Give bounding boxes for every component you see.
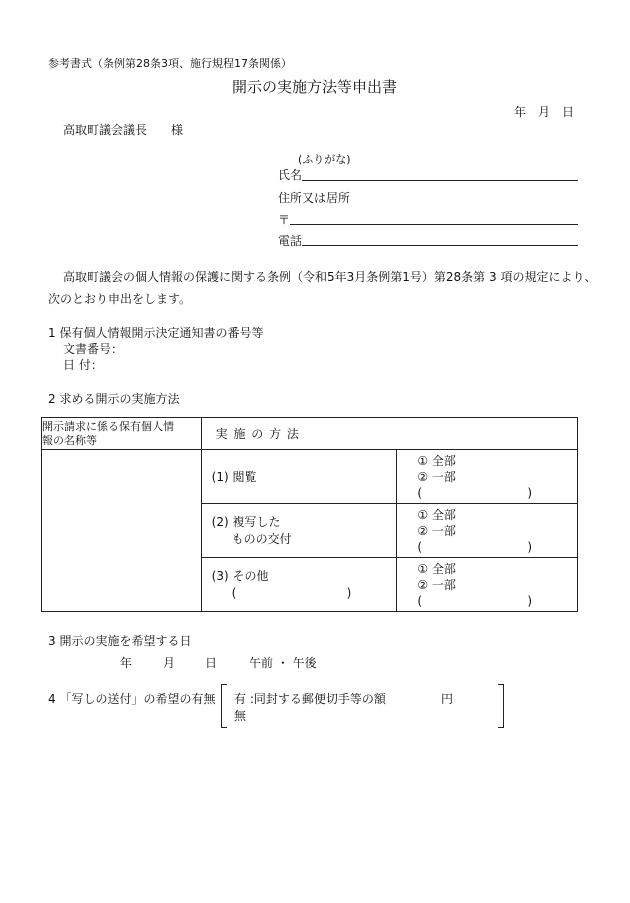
table-header-row bbox=[42, 418, 578, 450]
other-detail-field[interactable]: ( ) bbox=[231, 585, 352, 600]
section-2-heading: 2 求める開示の実施方法 bbox=[48, 392, 180, 406]
table-row bbox=[42, 450, 578, 504]
option-cell-copy bbox=[397, 504, 578, 558]
address-field-line[interactable] bbox=[290, 224, 578, 225]
submission-date: 年 月 日 bbox=[514, 105, 575, 119]
desired-day[interactable]: 日 bbox=[205, 656, 218, 670]
furigana-label: (ふりがな) bbox=[298, 153, 351, 166]
phone-label: 電話 bbox=[278, 234, 303, 248]
method-copy-delivery: (2) 複写した ものの交付 bbox=[201, 504, 397, 558]
right-bracket bbox=[498, 684, 504, 728]
info-name-header: 開示請求に係る保有個人情 報の名称等 bbox=[42, 418, 202, 450]
option-partial[interactable]: ② 一部 bbox=[417, 577, 456, 592]
name-label: 氏名 bbox=[278, 168, 303, 182]
section-4-heading: 4 「写しの送付」の希望の有無 bbox=[48, 692, 216, 706]
info-name-cell[interactable] bbox=[42, 450, 202, 612]
am-pm-choice[interactable]: 午前 ・ 午後 bbox=[249, 656, 317, 670]
reference-note: 参考書式（条例第28条3項、施行規程17条関係） bbox=[48, 57, 292, 70]
addressee: 高取町議会議長 様 bbox=[63, 123, 184, 137]
doc-number-label: 文書番号： bbox=[63, 342, 124, 356]
section-1-heading: 1 保有個人情報開示決定通知書の番号等 bbox=[48, 326, 264, 340]
option-partial[interactable]: ② 一部 bbox=[417, 523, 456, 538]
postal-mark: 〒 bbox=[278, 213, 291, 227]
phone-field-line[interactable] bbox=[302, 245, 578, 246]
desired-year[interactable]: 年 bbox=[120, 656, 133, 670]
name-field-line[interactable] bbox=[302, 180, 578, 181]
intro-line-2: 次のとおり申出をします。 bbox=[48, 292, 192, 306]
option-cell-other bbox=[397, 558, 578, 612]
address-label: 住所又は居所 bbox=[278, 191, 351, 205]
method-other: (3) その他 ( ) bbox=[201, 558, 397, 612]
yen-unit: 円 bbox=[441, 692, 454, 706]
option-partial[interactable]: ② 一部 bbox=[417, 469, 456, 484]
partial-detail-field[interactable]: ( ) bbox=[417, 593, 532, 608]
option-cell-view bbox=[397, 450, 578, 504]
option-yes[interactable]: 有 :同封する郵便切手等の額 bbox=[234, 692, 386, 706]
partial-detail-field[interactable]: ( ) bbox=[417, 539, 532, 554]
disclosure-method-table bbox=[41, 417, 578, 612]
option-no[interactable]: 無 bbox=[234, 709, 247, 723]
method-view: (1) 閲覧 bbox=[201, 450, 397, 504]
option-all[interactable]: ① 全部 bbox=[417, 453, 456, 468]
method-header: 実 施 の 方 法 bbox=[201, 418, 577, 450]
section-3-heading: 3 開示の実施を希望する日 bbox=[48, 634, 192, 648]
option-all[interactable]: ① 全部 bbox=[417, 507, 456, 522]
page-title: 開示の実施方法等申出書 bbox=[232, 78, 398, 96]
left-bracket bbox=[221, 684, 227, 728]
option-all[interactable]: ① 全部 bbox=[417, 561, 456, 576]
intro-line-1: 高取町議会の個人情報の保護に関する条例（令和5年3月条例第1号）第28条第 3 項の規定により、 bbox=[63, 270, 597, 284]
notice-date-label: 日 付： bbox=[63, 358, 103, 372]
desired-month[interactable]: 月 bbox=[163, 656, 176, 670]
partial-detail-field[interactable]: ( ) bbox=[417, 485, 532, 500]
